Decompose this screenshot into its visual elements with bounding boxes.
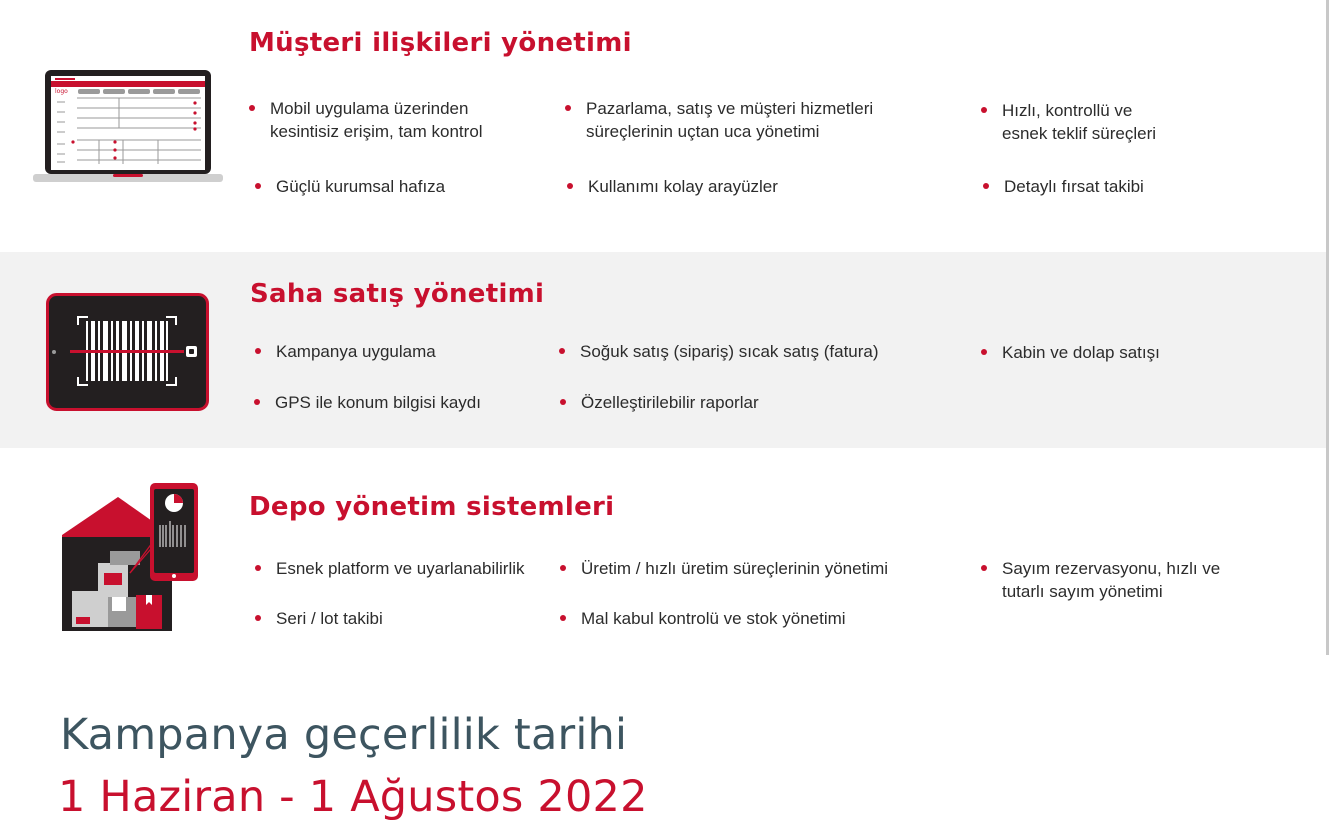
- warehouse-bullet-4: Seri / lot takibi: [254, 607, 383, 630]
- field-sales-title: Saha satış yönetimi: [250, 279, 545, 309]
- bullet-dot-icon: [254, 399, 260, 405]
- bullet-dot-icon: [249, 105, 255, 111]
- bullet-dot-icon: [981, 107, 987, 113]
- crm-bullet-3: Hızlı, kontrollü ve esnek teklif süreçleri: [980, 99, 1156, 145]
- bullet-dot-icon: [255, 565, 261, 571]
- warehouse-bullet-5: Mal kabul kontrolü ve stok yönetimi: [559, 607, 846, 630]
- crm-bullet-2: Pazarlama, satış ve müşteri hizmetleri süreçlerinin uçtan uca yönetimi: [564, 97, 873, 143]
- warehouse-title: Depo yönetim sistemleri: [249, 492, 615, 522]
- bullet-dot-icon: [560, 615, 566, 621]
- field-sales-bullet-4: GPS ile konum bilgisi kaydı: [253, 391, 481, 414]
- crm-bullet-6: Detaylı fırsat takibi: [982, 175, 1144, 198]
- warehouse-bullet-2: Üretim / hızlı üretim süreçlerinin yönetimi: [559, 557, 888, 580]
- laptop-crm-icon: [33, 68, 223, 184]
- crm-section: [0, 0, 1326, 252]
- campaign-date-range: 1 Haziran - 1 Ağustos 2022: [58, 772, 648, 822]
- field-sales-bullet-5: Özelleştirilebilir raporlar: [559, 391, 759, 414]
- bullet-dot-icon: [255, 183, 261, 189]
- field-sales-section: [0, 252, 1326, 448]
- crm-title: Müşteri ilişkileri yönetimi: [249, 28, 632, 58]
- bullet-dot-icon: [559, 348, 565, 354]
- bullet-dot-icon: [981, 349, 987, 355]
- tablet-barcode-scanner-icon: [46, 293, 209, 411]
- crm-bullet-5: Kullanımı kolay arayüzler: [566, 175, 778, 198]
- field-sales-bullet-3: Kabin ve dolap satışı: [980, 341, 1160, 364]
- campaign-validity-heading: Kampanya geçerlilik tarihi: [60, 710, 628, 760]
- field-sales-bullet-1: Kampanya uygulama: [254, 340, 436, 363]
- warehouse-phone-icon: [60, 481, 202, 633]
- bullet-dot-icon: [983, 183, 989, 189]
- bullet-dot-icon: [255, 615, 261, 621]
- crm-bullet-4: Güçlü kurumsal hafıza: [254, 175, 445, 198]
- bullet-dot-icon: [560, 399, 566, 405]
- warehouse-bullet-3: Sayım rezervasyonu, hızlı ve tutarlı sayım yönetimi: [980, 557, 1220, 603]
- crm-bullet-1: Mobil uygulama üzerinden kesintisiz erişim, tam kontrol: [248, 97, 483, 143]
- bullet-dot-icon: [255, 348, 261, 354]
- bullet-dot-icon: [981, 565, 987, 571]
- warehouse-section: [0, 448, 1326, 670]
- bullet-dot-icon: [560, 565, 566, 571]
- warehouse-bullet-1: Esnek platform ve uyarlanabilirlik: [254, 557, 525, 580]
- laptop-logo-text: logo: [55, 88, 68, 95]
- field-sales-bullet-2: Soğuk satış (sipariş) sıcak satış (fatura): [558, 340, 879, 363]
- bullet-dot-icon: [565, 105, 571, 111]
- bullet-dot-icon: [567, 183, 573, 189]
